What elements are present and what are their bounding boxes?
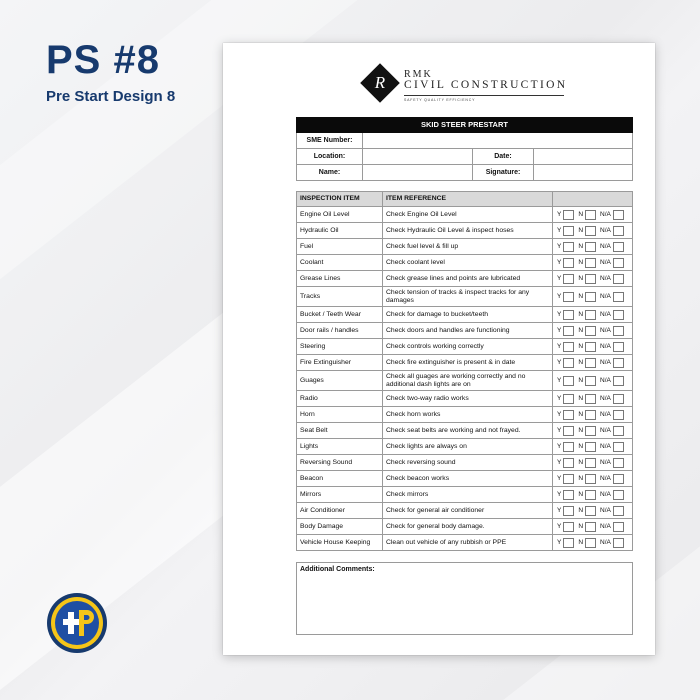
checkbox[interactable] [585, 410, 596, 420]
inspection-item: Hydraulic Oil [296, 223, 383, 239]
option-label: N/A [600, 458, 611, 466]
table-row [296, 223, 633, 239]
option-label: N [578, 258, 584, 266]
inspection-item: Vehicle House Keeping [296, 535, 383, 551]
option-label: N/A [600, 310, 611, 318]
option-label: N [578, 490, 584, 498]
checkbox[interactable] [585, 522, 596, 532]
checkbox[interactable] [563, 358, 574, 368]
option-label: N [578, 376, 584, 384]
check-options [553, 307, 633, 323]
checkbox[interactable] [613, 242, 624, 252]
checkbox[interactable] [585, 442, 596, 452]
item-reference: Check two-way radio works [383, 391, 553, 407]
option-label: Y [557, 394, 562, 402]
checkbox[interactable] [613, 210, 624, 220]
option-label: N [578, 226, 584, 234]
page-subtitle: Pre Start Design 8 [46, 88, 176, 105]
check-options [553, 223, 633, 239]
header-item-reference: ITEM REFERENCE [383, 191, 553, 207]
option-label: N/A [600, 342, 611, 350]
additional-comments-box[interactable] [296, 562, 633, 635]
option-label: N [578, 310, 584, 318]
option-label: Y [557, 258, 562, 266]
checkbox[interactable] [613, 474, 624, 484]
checkbox[interactable] [585, 258, 596, 268]
header-check-options [553, 191, 633, 207]
option-label: N [578, 474, 584, 482]
item-reference: Check seat belts are working and not frayed. [383, 423, 553, 439]
table-row [296, 307, 633, 323]
check-options [553, 239, 633, 255]
company-logo [363, 67, 568, 107]
option-label: Y [557, 376, 562, 384]
option-label: N/A [600, 394, 611, 402]
option-label: N [578, 292, 584, 300]
checkbox[interactable] [613, 458, 624, 468]
checkbox[interactable] [563, 506, 574, 516]
sme-field[interactable] [363, 133, 633, 149]
page-title: PS #8 [46, 38, 160, 82]
check-options [553, 355, 633, 371]
item-reference: Check reversing sound [383, 455, 553, 471]
inspection-item: Body Damage [296, 519, 383, 535]
checkbox[interactable] [585, 490, 596, 500]
option-label: Y [557, 410, 562, 418]
checkbox[interactable] [585, 210, 596, 220]
checkbox[interactable] [585, 292, 596, 302]
checkbox[interactable] [585, 538, 596, 548]
option-label: N [578, 210, 584, 218]
checkbox[interactable] [563, 226, 574, 236]
item-reference: Check for general air conditioner [383, 503, 553, 519]
checkbox[interactable] [613, 226, 624, 236]
inspection-item: Fire Extinguisher [296, 355, 383, 371]
check-options [553, 535, 633, 551]
check-options [553, 207, 633, 223]
item-reference: Check horn works [383, 407, 553, 423]
option-label: Y [557, 538, 562, 546]
company-name-line1: RMK [404, 69, 433, 80]
checkbox[interactable] [563, 326, 574, 336]
option-label: Y [557, 474, 562, 482]
table-row [296, 471, 633, 487]
checkbox[interactable] [563, 342, 574, 352]
option-label: N [578, 506, 584, 514]
inspection-item: Grease Lines [296, 271, 383, 287]
option-label: N [578, 442, 584, 450]
checkbox[interactable] [613, 310, 624, 320]
inspection-item: Radio [296, 391, 383, 407]
check-options [553, 407, 633, 423]
table-row [296, 287, 633, 307]
tp-circle-logo-icon [46, 592, 108, 654]
check-options [553, 487, 633, 503]
option-label: N/A [600, 274, 611, 282]
check-options [553, 271, 633, 287]
table-row [296, 519, 633, 535]
checkbox[interactable] [585, 458, 596, 468]
option-label: Y [557, 326, 562, 334]
check-options [553, 371, 633, 391]
option-label: N [578, 522, 584, 530]
check-options [553, 287, 633, 307]
checkbox[interactable] [585, 326, 596, 336]
table-row [296, 239, 633, 255]
table-row [296, 271, 633, 287]
checkbox[interactable] [613, 358, 624, 368]
table-row [296, 255, 633, 271]
table-header-row [296, 191, 633, 207]
option-label: Y [557, 442, 562, 450]
option-label: N/A [600, 258, 611, 266]
option-label: Y [557, 226, 562, 234]
checkbox[interactable] [563, 442, 574, 452]
item-reference: Check lights are always on [383, 439, 553, 455]
option-label: Y [557, 490, 562, 498]
item-reference: Check for damage to bucket/teeth [383, 307, 553, 323]
checkbox[interactable] [563, 274, 574, 284]
checkbox[interactable] [563, 538, 574, 548]
option-label: N [578, 538, 584, 546]
location-label: Location: [296, 149, 363, 165]
checkbox[interactable] [613, 342, 624, 352]
table-row [296, 503, 633, 519]
table-row [296, 535, 633, 551]
checkbox[interactable] [613, 490, 624, 500]
item-reference: Check mirrors [383, 487, 553, 503]
item-reference: Check grease lines and points are lubricated [383, 271, 553, 287]
checkbox[interactable] [563, 522, 574, 532]
table-row [296, 371, 633, 391]
logo-divider [404, 95, 564, 96]
checkbox[interactable] [613, 426, 624, 436]
checkbox[interactable] [563, 310, 574, 320]
option-label: N/A [600, 506, 611, 514]
checkbox[interactable] [585, 474, 596, 484]
inspection-item: Guages [296, 371, 383, 391]
checkbox[interactable] [563, 210, 574, 220]
check-options [553, 439, 633, 455]
check-options [553, 471, 633, 487]
header-inspection-item: INSPECTION ITEM [296, 191, 383, 207]
item-reference: Check controls working correctly [383, 339, 553, 355]
option-label: N [578, 274, 584, 282]
check-options [553, 255, 633, 271]
option-label: Y [557, 522, 562, 530]
sme-label: SME Number: [296, 133, 363, 149]
date-label: Date: [473, 149, 534, 165]
checkbox[interactable] [613, 522, 624, 532]
option-label: Y [557, 292, 562, 300]
checkbox[interactable] [563, 242, 574, 252]
name-label: Name: [296, 165, 363, 181]
company-name-line2: CIVIL CONSTRUCTION [404, 79, 568, 91]
location-field[interactable] [363, 149, 473, 165]
option-label: N/A [600, 226, 611, 234]
option-label: N/A [600, 410, 611, 418]
option-label: N [578, 410, 584, 418]
checkbox[interactable] [613, 292, 624, 302]
checkbox[interactable] [585, 242, 596, 252]
option-label: N/A [600, 376, 611, 384]
checkbox[interactable] [563, 376, 574, 386]
checkbox[interactable] [585, 226, 596, 236]
item-reference: Check for general body damage. [383, 519, 553, 535]
option-label: N [578, 242, 584, 250]
checkbox[interactable] [585, 274, 596, 284]
table-row [296, 423, 633, 439]
option-label: Y [557, 342, 562, 350]
inspection-item: Engine Oil Level [296, 207, 383, 223]
table-row [296, 207, 633, 223]
checkbox[interactable] [563, 410, 574, 420]
table-row [296, 391, 633, 407]
check-options [553, 519, 633, 535]
option-label: N/A [600, 474, 611, 482]
checkbox[interactable] [613, 410, 624, 420]
inspection-item: Mirrors [296, 487, 383, 503]
option-label: Y [557, 358, 562, 366]
checkbox[interactable] [585, 426, 596, 436]
option-label: N [578, 342, 584, 350]
check-options [553, 339, 633, 355]
comments-label: Additional Comments: [300, 566, 375, 573]
checkbox[interactable] [585, 358, 596, 368]
option-label: N/A [600, 442, 611, 450]
table-row [296, 455, 633, 471]
checkbox[interactable] [563, 258, 574, 268]
checkbox[interactable] [585, 310, 596, 320]
option-label: Y [557, 426, 562, 434]
check-options [553, 503, 633, 519]
checkbox[interactable] [563, 426, 574, 436]
header-row [296, 133, 633, 149]
option-label: N/A [600, 292, 611, 300]
checkbox[interactable] [613, 506, 624, 516]
option-label: N [578, 458, 584, 466]
header-row [296, 165, 633, 181]
inspection-item: Seat Belt [296, 423, 383, 439]
option-label: Y [557, 506, 562, 514]
option-label: N [578, 426, 584, 434]
table-row [296, 487, 633, 503]
option-label: N/A [600, 490, 611, 498]
option-label: N/A [600, 522, 611, 530]
company-tagline: SAFETY QUALITY EFFICIENCY [404, 98, 476, 102]
inspection-item: Air Conditioner [296, 503, 383, 519]
option-label: Y [557, 458, 562, 466]
inspection-item: Bucket / Teeth Wear [296, 307, 383, 323]
inspection-item: Fuel [296, 239, 383, 255]
inspection-item: Beacon [296, 471, 383, 487]
checkbox[interactable] [563, 458, 574, 468]
check-options [553, 391, 633, 407]
checkbox[interactable] [613, 538, 624, 548]
table-row [296, 339, 633, 355]
prestart-form-sheet [223, 43, 655, 655]
checkbox[interactable] [613, 274, 624, 284]
item-reference: Check doors and handles are functioning [383, 323, 553, 339]
checkbox[interactable] [613, 376, 624, 386]
option-label: N/A [600, 326, 611, 334]
logo-letter: R [374, 73, 386, 92]
checkbox[interactable] [563, 490, 574, 500]
table-row [296, 439, 633, 455]
option-label: Y [557, 310, 562, 318]
check-options [553, 455, 633, 471]
option-label: N/A [600, 538, 611, 546]
checkbox[interactable] [585, 342, 596, 352]
option-label: N/A [600, 426, 611, 434]
inspection-item: Coolant [296, 255, 383, 271]
form-title: SKID STEER PRESTART [296, 117, 633, 133]
option-label: N/A [600, 210, 611, 218]
checkbox[interactable] [613, 326, 624, 336]
item-reference: Check fire extinguisher is present & in date [383, 355, 553, 371]
inspection-item: Horn [296, 407, 383, 423]
checkbox[interactable] [613, 258, 624, 268]
table-row [296, 323, 633, 339]
inspection-item: Lights [296, 439, 383, 455]
option-label: Y [557, 242, 562, 250]
item-reference: Check all guages are working correctly and no additional dash lights are on [383, 371, 553, 391]
option-label: N [578, 358, 584, 366]
checkbox[interactable] [585, 376, 596, 386]
check-options [553, 423, 633, 439]
checkbox[interactable] [563, 474, 574, 484]
signature-field[interactable] [534, 165, 633, 181]
item-reference: Check beacon works [383, 471, 553, 487]
option-label: Y [557, 210, 562, 218]
date-field[interactable] [534, 149, 633, 165]
option-label: N/A [600, 358, 611, 366]
option-label: Y [557, 274, 562, 282]
inspection-item: Tracks [296, 287, 383, 307]
inspection-item: Door rails / handles [296, 323, 383, 339]
checkbox[interactable] [613, 394, 624, 404]
item-reference: Check coolant level [383, 255, 553, 271]
checkbox[interactable] [585, 394, 596, 404]
table-row [296, 407, 633, 423]
header-row [296, 149, 633, 165]
name-field[interactable] [363, 165, 473, 181]
form-header-table [296, 117, 633, 181]
option-label: N/A [600, 242, 611, 250]
check-options [553, 323, 633, 339]
checkbox[interactable] [563, 292, 574, 302]
inspection-item: Steering [296, 339, 383, 355]
option-label: N [578, 394, 584, 402]
item-reference: Clean out vehicle of any rubbish or PPE [383, 535, 553, 551]
item-reference: Check tension of tracks & inspect tracks for any damages [383, 287, 553, 307]
signature-label: Signature: [473, 165, 534, 181]
item-reference: Check fuel level & fill up [383, 239, 553, 255]
table-row [296, 355, 633, 371]
checkbox[interactable] [613, 442, 624, 452]
inspection-item: Reversing Sound [296, 455, 383, 471]
item-reference: Check Engine Oil Level [383, 207, 553, 223]
inspection-table [296, 191, 633, 551]
item-reference: Check Hydraulic Oil Level & inspect hoses [383, 223, 553, 239]
checkbox[interactable] [585, 506, 596, 516]
option-label: N [578, 326, 584, 334]
checkbox[interactable] [563, 394, 574, 404]
